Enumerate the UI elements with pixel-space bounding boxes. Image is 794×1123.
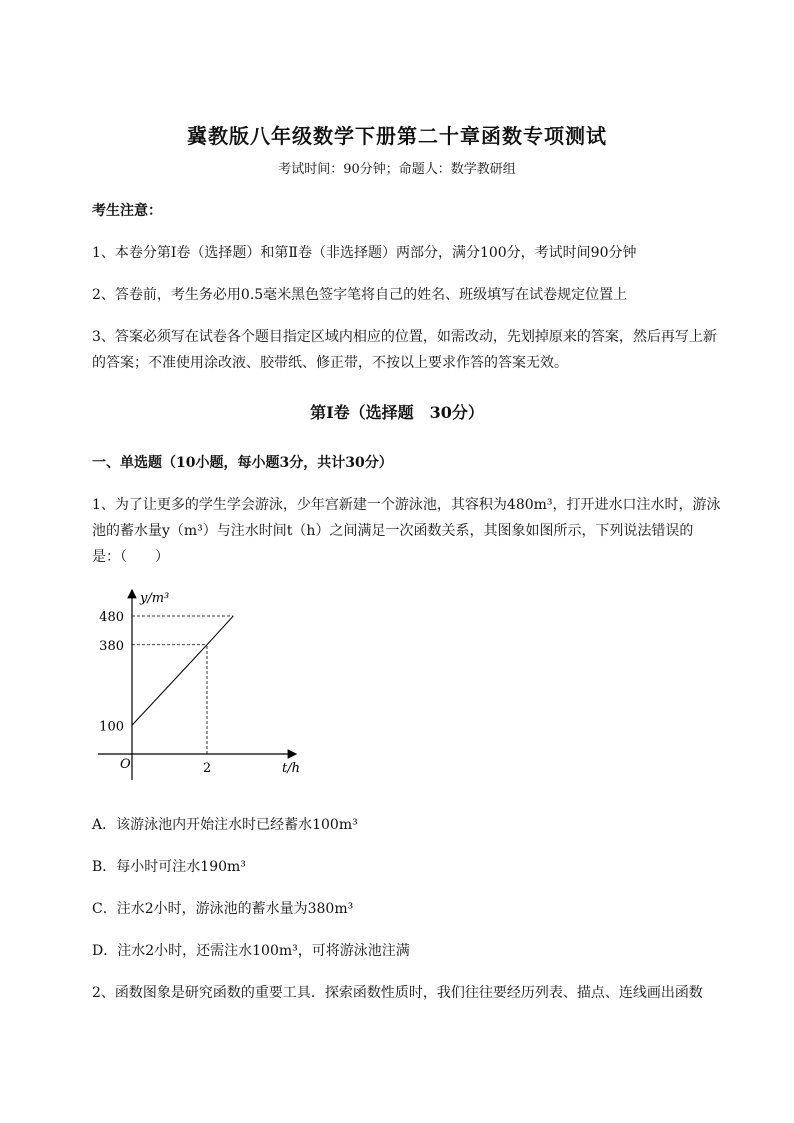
series-polyline <box>132 616 233 725</box>
option-b: B．每小时可注水190m³ <box>92 859 246 875</box>
notice-item-3-cont: 的答案；不准使用涂改液、胶带纸、修正带，不按以上要求作答的答案无效。 <box>92 355 568 371</box>
option-d: D．注水2小时，还需注水100m³，可将游泳池注满 <box>92 943 410 959</box>
tick-labels <box>99 610 211 776</box>
page-title: 冀教版八年级数学下册第二十章函数专项测试 <box>187 124 607 148</box>
series-line <box>132 616 233 725</box>
y-tick-label-380: 380 <box>99 638 124 654</box>
question-1-line-1: 1、为了让更多的学生学会游泳，少年宫新建一个游泳池，其容积为480m³，打开进水口注水时，游泳 <box>92 497 721 513</box>
section-title: 第I卷（选择题 30分） <box>310 403 484 422</box>
notice-heading: 考生注意： <box>92 203 162 219</box>
option-c: C．注水2小时，游泳池的蓄水量为380m³ <box>92 901 354 917</box>
question-2-line-1: 2、函数图象是研究函数的重要工具．探索函数性质时，我们往往要经历列表、描点、连线画出函数 <box>92 985 703 1001</box>
y-tick-label-480: 480 <box>99 610 124 625</box>
x-tick-label-2: 2 <box>202 761 212 776</box>
guide-lines <box>132 616 233 754</box>
y-axis-label: y/m³ <box>140 591 170 606</box>
option-a: A．该游泳池内开始注水时已经蓄水100m³ <box>92 817 358 833</box>
question-1-line-3: 是：（ ） <box>92 549 169 565</box>
part-heading: 一、单选题（10小题，每小题3分，共计30分） <box>92 455 393 471</box>
function-graph <box>90 580 320 785</box>
origin-label: O <box>120 757 131 772</box>
y-tick-label-100: 100 <box>99 719 124 735</box>
x-axis-label: t/h <box>282 761 300 776</box>
notice-item-3: 3、答案必须写在试卷各个题目指定区域内相应的位置，如需改动，先划掉原来的答案，然后再写上新 <box>92 329 717 345</box>
exam-info: 考试时间：90分钟；命题人：数学教研组 <box>278 162 516 177</box>
question-1-line-2: 池的蓄水量y（m³）与注水时间t（h）之间满足一次函数关系，其图象如图所示，下列说法错误的 <box>92 523 694 539</box>
notice-item-2: 2、答卷前，考生务必用0.5毫米黑色签字笔将自己的姓名、班级填写在试卷规定位置上 <box>92 287 628 303</box>
notice-item-1: 1、本卷分第I卷（选择题）和第Ⅱ卷（非选择题）两部分，满分100分，考试时间90分钟 <box>92 245 637 261</box>
